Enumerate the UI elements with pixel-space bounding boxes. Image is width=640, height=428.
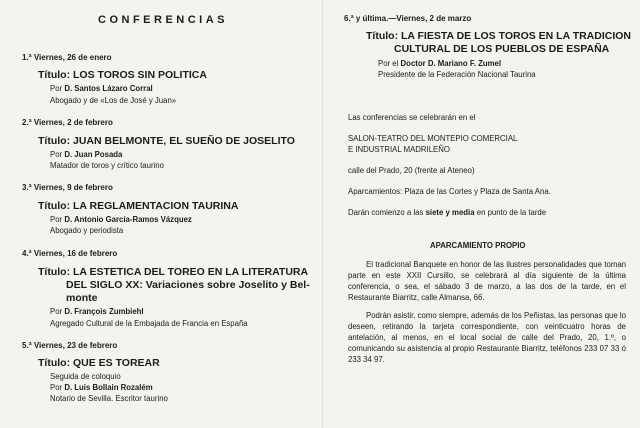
venue-intro: Las conferencias se celebrarán en el xyxy=(348,113,476,122)
conference-1-role: Abogado y de «Los de José y Juan» xyxy=(50,96,177,105)
conference-1-speaker: Por D. Santos Lázaro Corral xyxy=(50,84,153,93)
conference-5-title: Título: QUE ES TOREAR xyxy=(38,357,160,369)
conference-2-speaker: Por D. Juan Posada xyxy=(50,150,123,159)
venue-name-line2: E INDUSTRIAL MADRILEÑO xyxy=(348,145,450,154)
conference-3-title: Título: LA REGLAMENTACION TAURINA xyxy=(38,200,239,212)
banquet-paragraph: El tradicional Banquete en honor de las ilustres personalidades que toman parte en este XXII Cursillo, se celebrará al día siguiente de la última conferencia, o sea, el sábado 3 de marzo, a las dos de la tarde, en el Restaurante Biarritz, calle Almansa, 66. xyxy=(348,260,626,302)
attendance-paragraph: Podrán asistir, como siempre, además de los Peñistas, las personas que lo deseen, retirando la tarjeta correspondiente, con veinticuatro horas de antelación, al menos, en el local social de calle del Prado, 20, 1.º, o comunicando su asistencia al propio Restaurante Biarritz, teléfonos 233 07 33 ó 233 34 97. xyxy=(348,311,626,364)
conference-4-date: 4.ª Viernes, 16 de febrero xyxy=(22,249,118,258)
conference-5-speaker: Por D. Luis Bollain Rozalém xyxy=(50,383,153,392)
conference-2-title: Título: JUAN BELMONTE, EL SUEÑO DE JOSELITO xyxy=(38,135,295,147)
venue-address: calle del Prado, 20 (frente al Ateneo) xyxy=(348,166,475,175)
start-time: Darán comienzo a las siete y media en punto de la tarde xyxy=(348,208,547,217)
conference-2-date: 2.ª Viernes, 2 de febrero xyxy=(22,118,113,127)
conference-3-date: 3.ª Viernes, 9 de febrero xyxy=(22,183,113,192)
page-heading: CONFERENCIAS xyxy=(98,14,229,26)
conference-2-role: Matador de toros y crítico taurino xyxy=(50,161,164,170)
conference-6-speaker: Por el Doctor D. Mariano F. Zumel xyxy=(378,59,502,68)
conference-3-speaker: Por D. Antonio García-Ramos Vázquez xyxy=(50,215,192,224)
conference-6-title: Título: LA FIESTA DE LOS TOROS EN LA TRADICION CULTURAL DE LOS PUEBLOS DE ESPAÑA xyxy=(366,30,632,55)
conference-5-date: 5.ª Viernes, 23 de febrero xyxy=(22,341,118,350)
conference-6-date: 6.ª y última.—Viernes, 2 de marzo xyxy=(344,14,472,23)
conference-5-note: Seguida de coloquio xyxy=(50,372,121,381)
conference-4-title: Título: LA ESTETICA DEL TOREO EN LA LITERATURA DEL SIGLO XX: Variaciones sobre Joselito y Bel- monte xyxy=(38,266,310,304)
page-fold xyxy=(322,0,323,428)
section-heading: APARCAMIENTO PROPIO xyxy=(430,241,526,250)
conference-1-date: 1.ª Viernes, 26 de enero xyxy=(22,53,112,62)
conference-4-role: Agregado Cultural de la Embajada de Francia en España xyxy=(50,319,248,328)
venue-name-line1: SALON-TEATRO DEL MONTEPIO COMERCIAL xyxy=(348,134,518,143)
conference-6-role: Presidente de la Federación Nacional Taurina xyxy=(378,70,536,79)
conference-3-role: Abogado y periodista xyxy=(50,226,124,235)
conference-4-speaker: Por D. François Zumbiehl xyxy=(50,307,144,316)
parking-info: Aparcamientos: Plaza de las Cortes y Plaza de Santa Ana. xyxy=(348,187,551,196)
conference-5-role: Notario de Sevilla. Escritor taurino xyxy=(50,394,168,403)
conference-1-title: Título: LOS TOROS SIN POLITICA xyxy=(38,69,207,81)
